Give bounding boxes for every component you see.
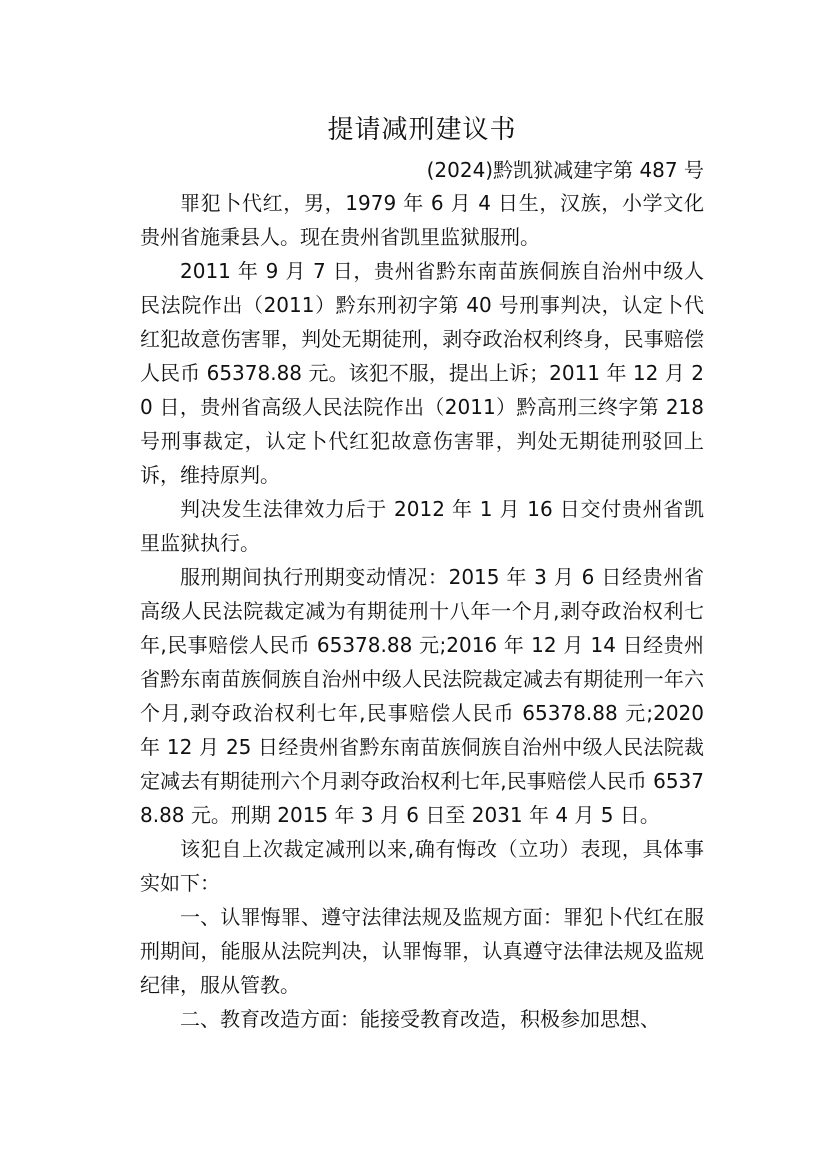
document-body (140, 112, 704, 1036)
document-number: (2024)黔凯狱减建字第 487 号 (426, 158, 704, 182)
paragraph-repentance-intro: 该犯自上次裁定减刑以来,确有悔改（立功）表现，具体事实如下： (140, 837, 704, 895)
paragraph-criminal-info: 罪犯卜代红，男，1979 年 6 月 4 日生，汉族，小学文化贵州省施秉县人。现在贵州省凯里监狱服刑。 (140, 191, 704, 249)
paragraph-law-abiding: 一、认罪悔罪、遵守法律法规及监规方面：罪犯卜代红在服刑期间，能服从法院判决，认罪悔罪，认真遵守法律法规及监规纪律，服从管教。 (140, 905, 704, 997)
paragraph-education: 二、教育改造方面：能接受教育改造，积极参加思想、 (180, 1007, 660, 1031)
paragraph-sentence-changes: 服刑期间执行刑期变动情况：2015 年 3 月 6 日经贵州省高级人民法院裁定减为有期徒刑十八年一个月,剥夺政治权利七年,民事赔偿人民币 65378.88 元;2016 年 12 月 14 日经贵州省黔东南苗族侗族自治州中级人民法院裁定减去有期徒刑一年六个月,剥夺政治权利七年,民事赔偿人民币 65378.88 元;2020 年 12 月 25 日经贵州省黔东南苗族侗族自治州中级人民法院裁定减去有期徒刑六个月剥夺政治权利七年,民事赔偿人民币 65378.88 元。刑期 2015 年 3 月 6 日至 2031 年 4 月 5 日。 (140, 565, 704, 827)
paragraph-original-judgment: 2011 年 9 月 7 日，贵州省黔东南苗族侗族自治州中级人民法院作出（2011）黔东刑初字第 40 号刑事判决，认定卜代红犯故意伤害罪，判处无期徒刑，剥夺政治权利终身，民事赔偿人民币 65378.88 元。该犯不服，提出上诉；2011 年 12 月 20 日，贵州省高级人民法院作出（2011）黔高刑三终字第 218 号刑事裁定，认定卜代红犯故意伤害罪，判处无期徒刑驳回上诉，维持原判。 (140, 259, 704, 487)
document-title: 提请减刑建议书 (327, 115, 517, 145)
paragraph-execution: 判决发生法律效力后于 2012 年 1 月 16 日交付贵州省凯里监狱执行。 (140, 497, 704, 555)
